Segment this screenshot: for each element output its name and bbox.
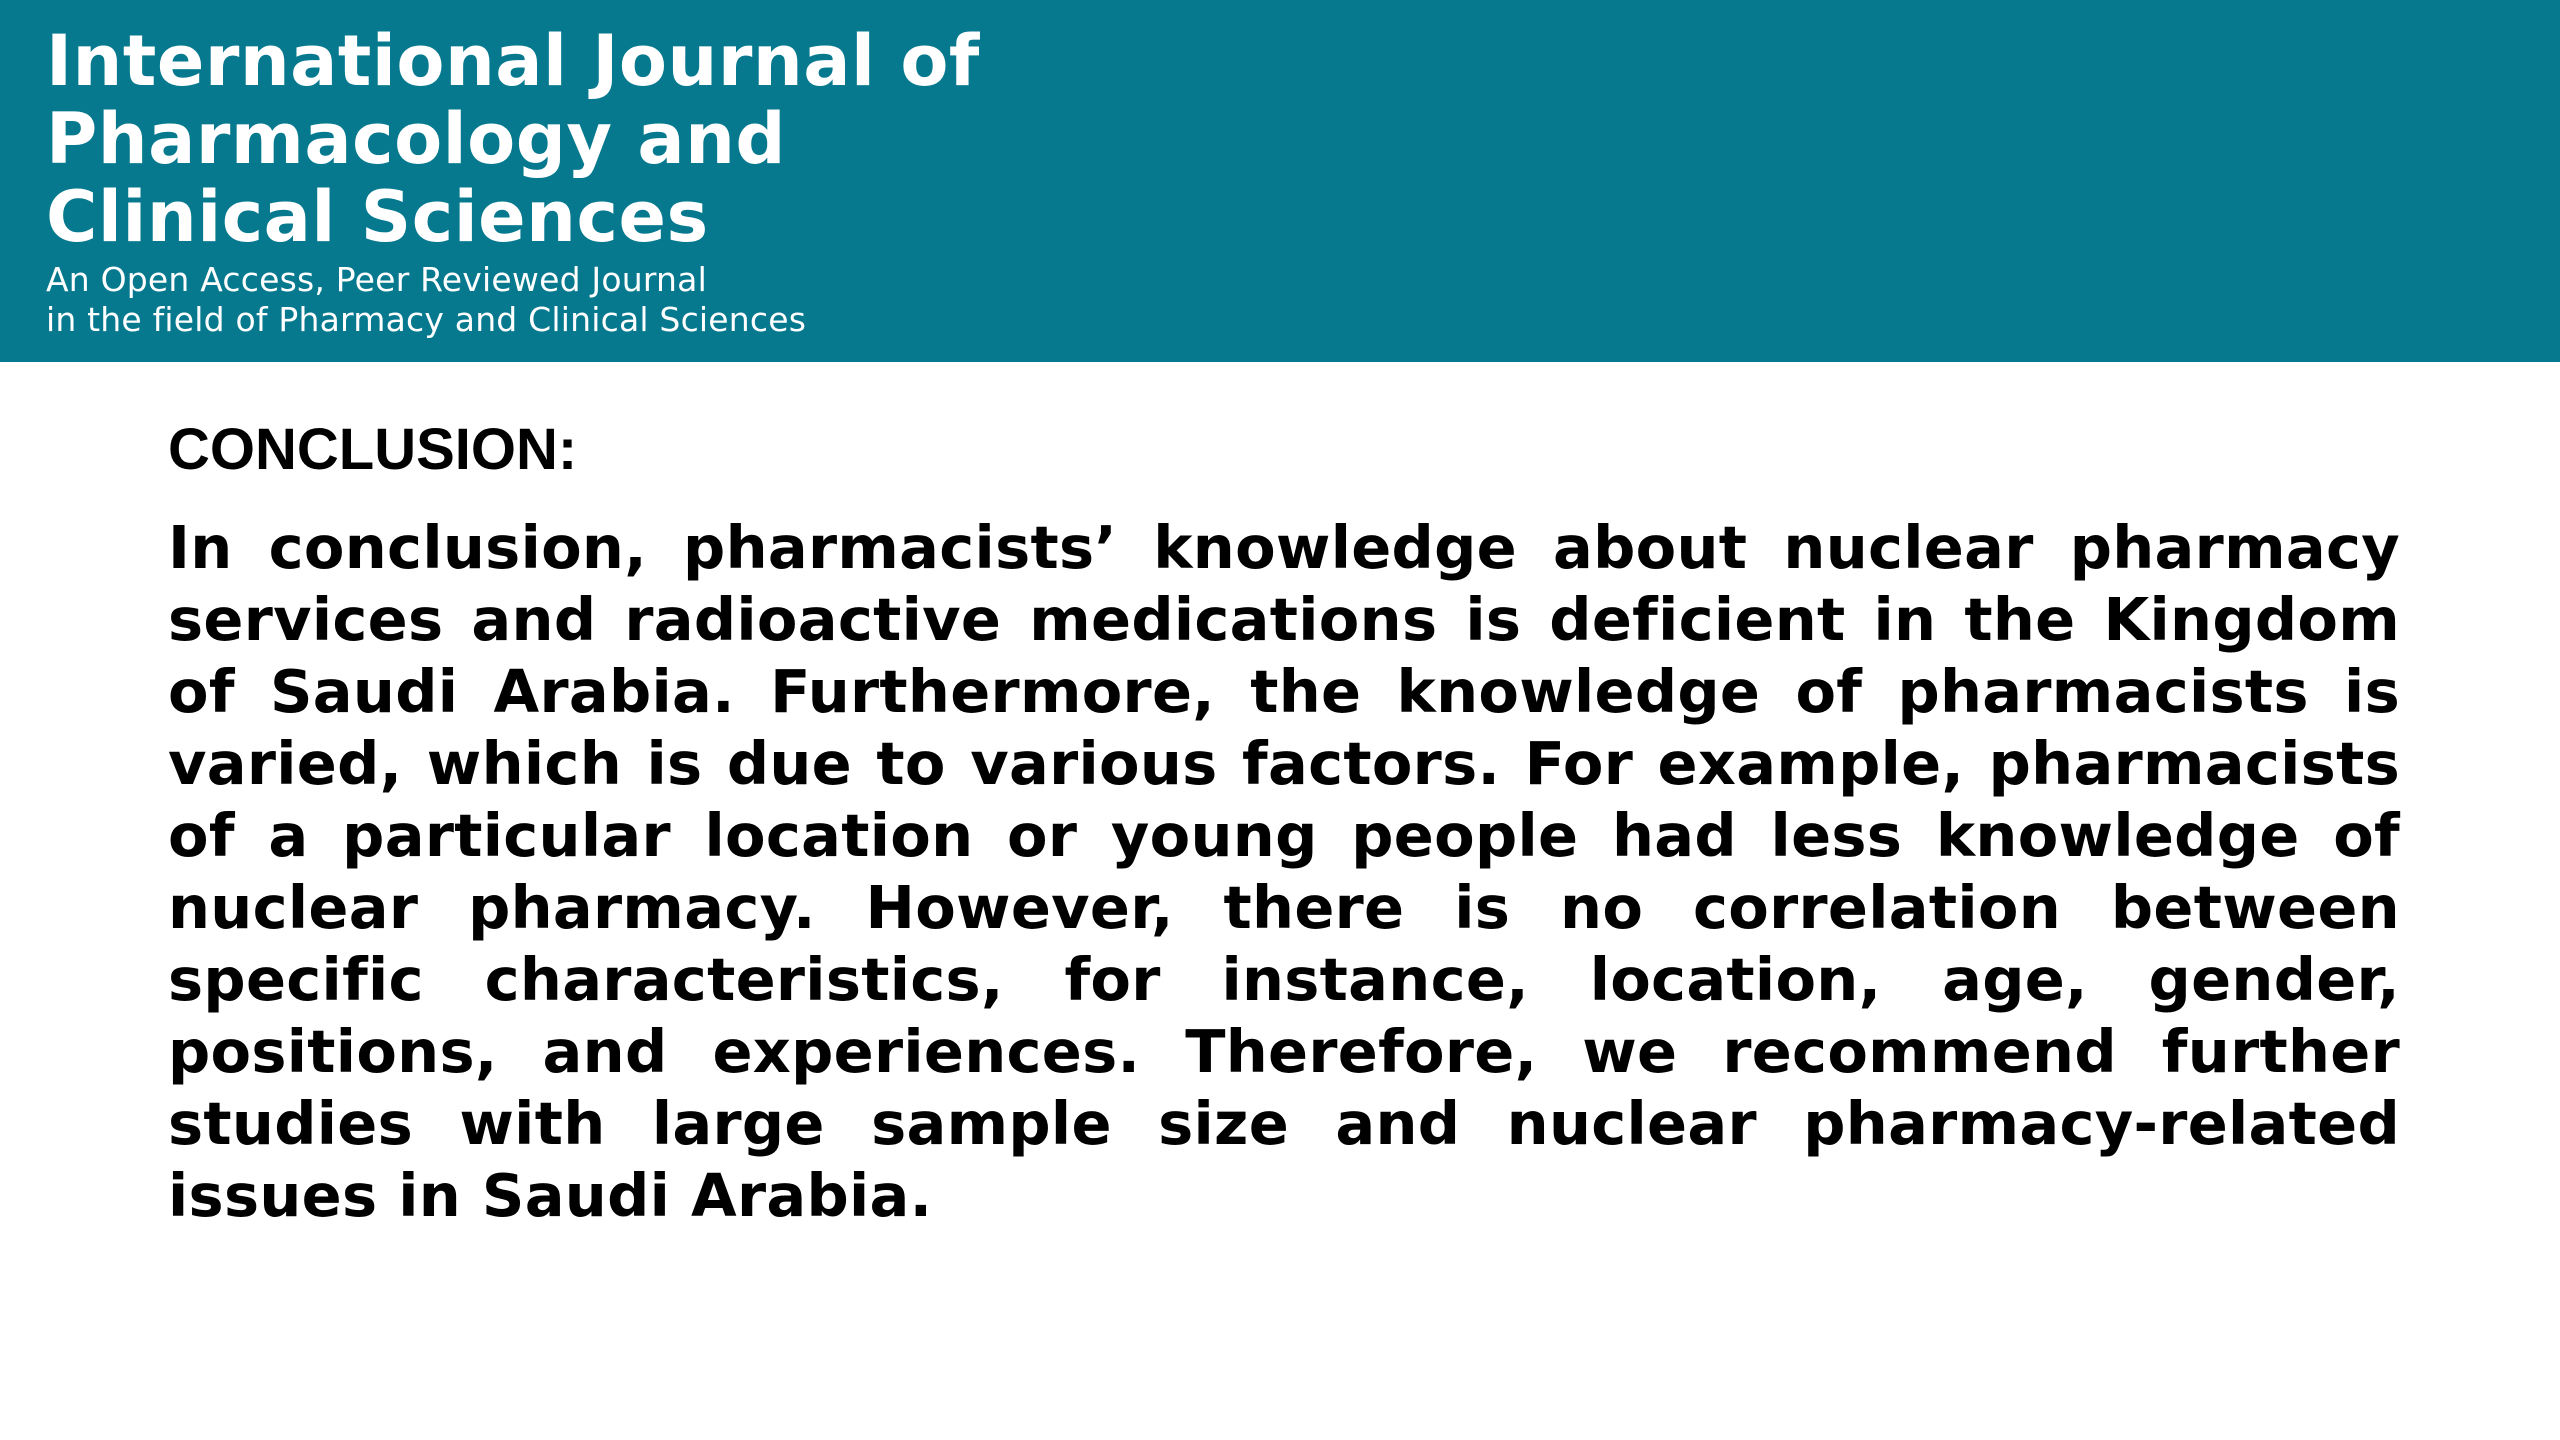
journal-header-banner <box>0 0 2560 362</box>
journal-subtitle-line-1: An Open Access, Peer Reviewed Journal <box>46 260 707 299</box>
conclusion-heading: CONCLUSION: <box>168 417 578 482</box>
journal-subtitle <box>46 260 2560 340</box>
conclusion-section <box>168 412 2400 1232</box>
journal-title-line-1: International Journal of <box>46 20 980 102</box>
journal-subtitle-line-2: in the field of Pharmacy and Clinical Sciences <box>46 300 807 339</box>
journal-title-line-2: Pharmacology and <box>46 98 787 180</box>
journal-title <box>46 22 1346 256</box>
journal-title-line-3: Clinical Sciences <box>46 176 709 258</box>
conclusion-body: In conclusion, pharmacists’ knowledge about nuclear pharmacy services and radioactive medications is deficient in the Kingdom of Saudi Arabia. Furthermore, the knowledge of pharmacists is varied, which is due to various factors. For example, pharmacists of a particular location or young people had less knowledge of nuclear pharmacy. However, there is no correlation between specific characteristics, for instance, location, age, gender, positions, and experiences. Therefore, we recommend further studies with large sample size and nuclear pharmacy-related issues in Saudi Arabia. <box>168 513 2400 1230</box>
